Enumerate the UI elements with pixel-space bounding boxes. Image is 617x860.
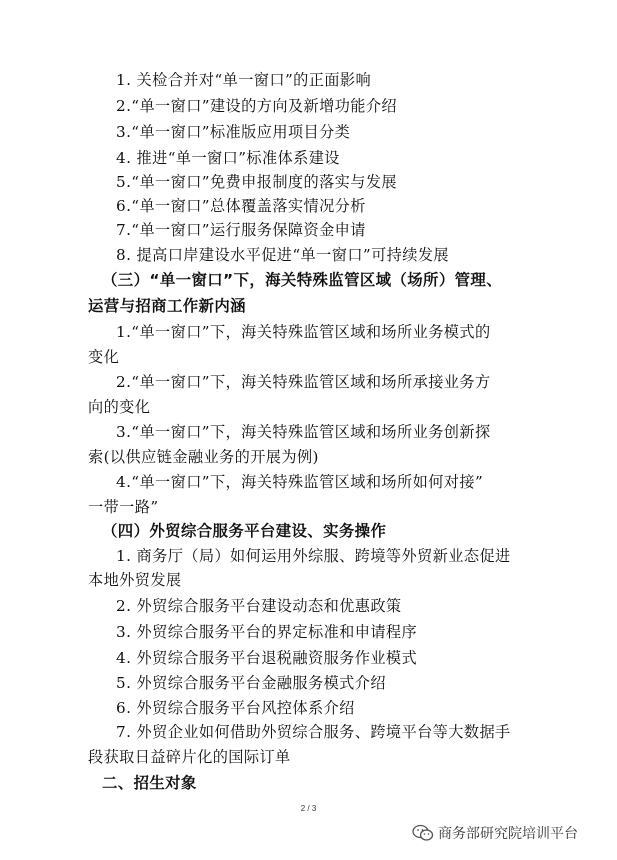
list-item: 5. 外贸综合服务平台金融服务模式介绍 <box>116 674 386 692</box>
page-number: 2 / 3 <box>300 804 317 813</box>
list-item: 5.“单一窗口”免费申报制度的落实与发展 <box>116 173 398 191</box>
section-heading: （三）“单一窗口”下，海关特殊监管区域（场所）管理、 <box>102 271 503 289</box>
list-item: 一带一路” <box>88 498 159 516</box>
list-item: 2.“单一窗口”建设的方向及新增功能介绍 <box>116 97 398 115</box>
list-item: 段获取日益碎片化的国际订单 <box>88 748 291 766</box>
list-item: 1. 商务厅（局）如何运用外综服、跨境等外贸新业态促进 <box>116 547 511 565</box>
section-heading: 运营与招商工作新内涵 <box>88 297 246 315</box>
list-item: 3.“单一窗口”下，海关特殊监管区域和场所业务创新探 <box>116 423 491 441</box>
list-item: 索(以供应链金融业务的开展为例) <box>88 448 319 466</box>
watermark <box>412 823 578 843</box>
list-item: 6. 外贸综合服务平台风控体系介绍 <box>116 699 355 717</box>
list-item: 7.“单一窗口”运行服务保障资金申请 <box>116 221 366 239</box>
list-item: 向的变化 <box>88 398 151 416</box>
list-item: 1.“单一窗口”下，海关特殊监管区域和场所业务模式的 <box>116 323 491 341</box>
list-item: 3.“单一窗口”标准版应用项目分类 <box>116 123 351 141</box>
wechat-icon <box>412 824 434 842</box>
list-item: 6.“单一窗口”总体覆盖落实情况分析 <box>116 197 366 215</box>
section-heading: （四）外贸综合服务平台建设、实务操作 <box>102 522 387 540</box>
watermark-text: 商务部研究院培训平台 <box>438 826 578 842</box>
list-item: 4. 外贸综合服务平台退税融资服务作业模式 <box>116 649 418 667</box>
list-item: 2. 外贸综合服务平台建设动态和优惠政策 <box>116 597 402 615</box>
list-item: 3. 外贸综合服务平台的界定标准和申请程序 <box>116 623 418 641</box>
list-item: 8. 提高口岸建设水平促进“单一窗口”可持续发展 <box>116 246 450 264</box>
list-item: 本地外贸发展 <box>88 571 182 589</box>
list-item: 2.“单一窗口”下，海关特殊监管区域和场所承接业务方 <box>116 373 491 391</box>
section-heading: 二、招生对象 <box>102 774 197 792</box>
list-item: 4.“单一窗口”下，海关特殊监管区域和场所如何对接” <box>116 473 484 491</box>
list-item: 变化 <box>88 348 120 366</box>
list-item: 7. 外贸企业如何借助外贸综合服务、跨境平台等大数据手 <box>116 723 511 741</box>
list-item: 1. 关检合并对“单一窗口”的正面影响 <box>116 71 372 89</box>
list-item: 4. 推进“单一窗口”标准体系建设 <box>116 149 340 167</box>
